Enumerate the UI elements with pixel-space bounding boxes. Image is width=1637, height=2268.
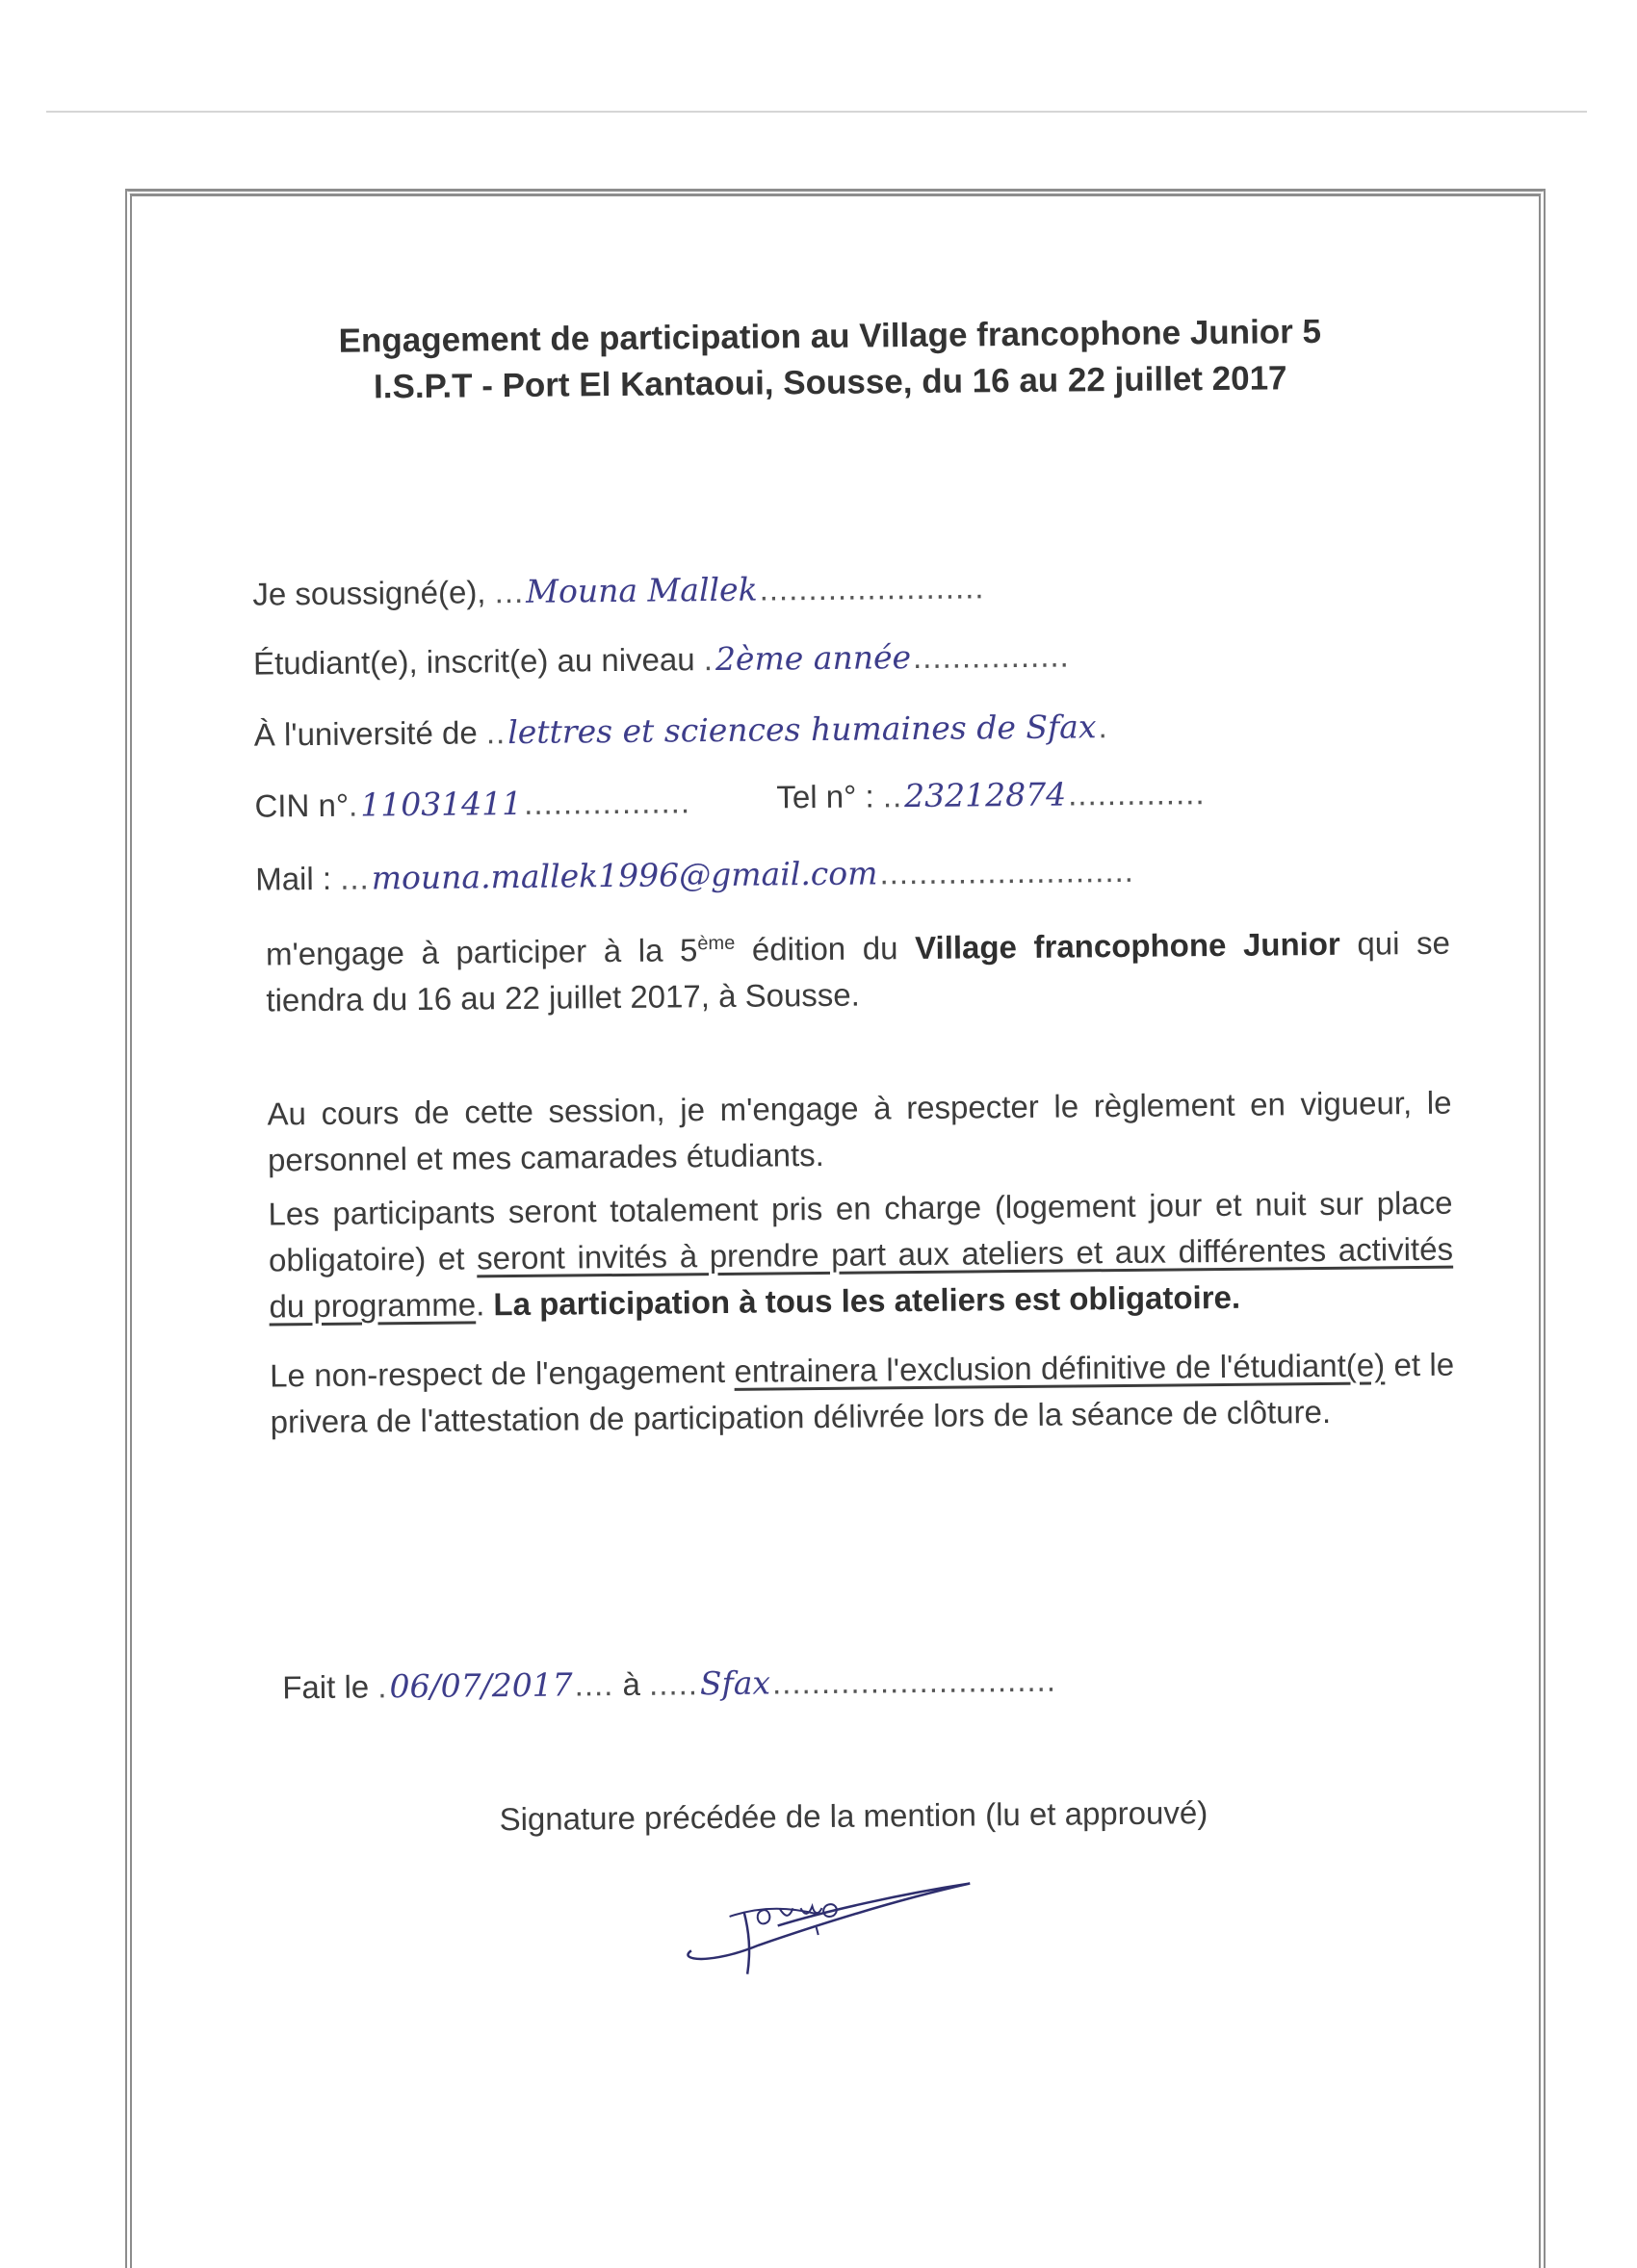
paragraph-prise-en-charge: Les participants seront totalement pris en charge (logement jour et nuit sur place obligatoire) et seront invités à prendre part aux ateliers et aux différentes activités du programme. La participation à tous les ateliers est obligatoire. xyxy=(268,1184,1454,1325)
fait-label: Fait le xyxy=(282,1668,370,1706)
level-row: Étudiant(e), inscrit(e) au niveau .2ème année................ xyxy=(252,637,1070,682)
title-line-2: I.S.P.T - Port El Kantaoui, Sousse, du 16 au 22 juillet 2017 xyxy=(373,359,1287,406)
cin-row: CIN n°.11031411................. xyxy=(254,784,691,824)
paragraph-respect: Au cours de cette session, je m'engage à respecter le règlement en vigueur, le personnel et mes camarades étudiants. xyxy=(267,1084,1452,1178)
tel-label: Tel n° : xyxy=(776,778,874,815)
level-label: Étudiant(e), inscrit(e) au niveau xyxy=(252,641,695,682)
signature-label: Signature précédée de la mention (lu et approuvé) xyxy=(499,1794,1208,1838)
tel-row: Tel n° : ..23212874.............. xyxy=(776,775,1206,815)
name-label: Je soussigné(e), xyxy=(252,574,486,612)
title-line-1: Engagement de participation au Village francophone Junior 5 xyxy=(338,312,1322,360)
date-value: 06/07/2017 xyxy=(389,1665,573,1706)
date-place-row: Fait le .06/07/2017.... à .....Sfax............................. xyxy=(282,1662,1057,1706)
place-value: Sfax xyxy=(699,1663,771,1703)
university-row: À l'université de ..lettres et sciences humaines de Sfax. xyxy=(253,708,1108,753)
mail-label: Mail : xyxy=(255,860,332,897)
university-value: lettres et sciences humaines de Sfax xyxy=(507,708,1097,752)
tel-value: 23212874 xyxy=(903,775,1067,815)
university-label: À l'université de xyxy=(253,714,478,753)
name-value: Mouna Mallek xyxy=(525,570,758,610)
name-row: Je soussigné(e), ...Mouna Mallek....................... xyxy=(252,569,985,612)
a-label: à xyxy=(622,1665,641,1702)
paragraph-non-respect: Le non-respect de l'engagement entrainera l'exclusion définitive de l'étudiant(e) et le privera de l'attestation de participation délivrée lors de la séance de clôture. xyxy=(269,1346,1455,1440)
level-value: 2ème année xyxy=(715,638,912,679)
mail-value: mouna.mallek1996@gmail.com xyxy=(371,854,878,897)
paragraph-engagement: m'engage à participer à la 5ème édition du Village francophone Junior qui se tiendra du 16 au 22 juillet 2017, à Sousse. xyxy=(265,924,1451,1018)
mail-row: Mail : ...mouna.mallek1996@gmail.com.......................... xyxy=(255,852,1135,897)
cin-value: 11031411 xyxy=(360,784,523,824)
handwritten-signature xyxy=(671,1856,990,1994)
cin-label: CIN n° xyxy=(254,786,350,824)
